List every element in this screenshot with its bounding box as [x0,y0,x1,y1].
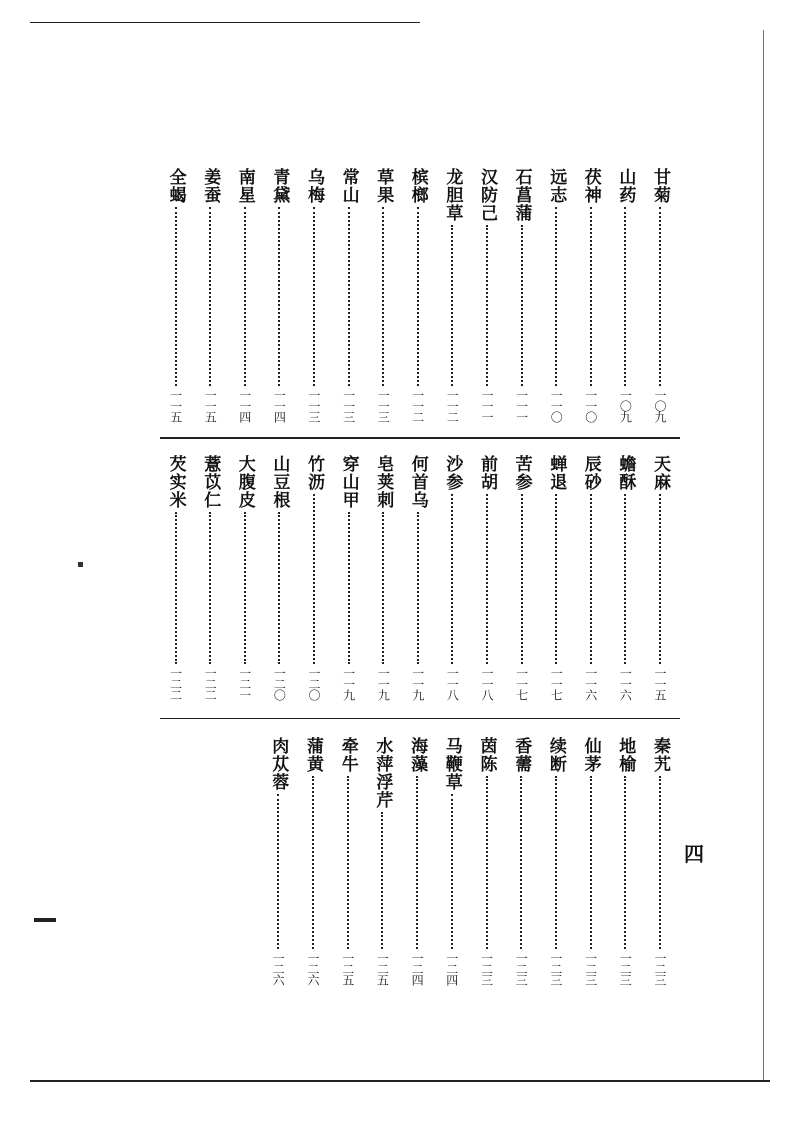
toc-entry [509,455,535,700]
entry-name: 何首乌 [407,455,428,509]
toc-entry [647,737,673,985]
entry-name: 竹沥 [304,455,324,491]
toc-entry [543,168,569,422]
toc-entry [578,168,604,422]
dot-leader [624,207,626,386]
dot-leader [590,207,592,386]
toc-entry [266,168,292,422]
entry-page-number: 一一五 [653,667,667,700]
toc-entry [300,737,326,985]
toc-entry [335,737,361,985]
entry-page-number: 一〇九 [653,389,667,422]
entry-page-number: 一一四 [237,389,252,422]
entry-name: 蒲黄 [303,737,323,773]
binding-mark [34,918,56,922]
dot-leader [451,794,453,949]
toc-entry [265,737,291,985]
entry-page-number: 一一三 [341,389,356,422]
entry-page-number: 一一八 [480,667,494,700]
entry-page-number: 一一六 [583,667,598,700]
entry-page-number: 一二四 [444,952,459,985]
toc-entry [474,168,500,422]
dot-leader [486,776,488,949]
entry-name: 常山 [338,168,359,204]
dot-leader [486,225,488,386]
entry-name: 大腹皮 [234,455,255,509]
dot-leader [416,776,418,949]
dot-leader [313,494,315,664]
page-number: 四 [684,842,704,866]
entry-name: 地榆 [615,737,636,773]
entry-name: 茯神 [580,168,601,204]
entry-name: 南星 [234,168,255,204]
dot-leader [277,794,279,949]
entry-page-number: 一二二 [168,667,183,700]
dot-leader [348,512,350,664]
entry-page-number: 一一三 [376,389,391,422]
entry-name: 辰砂 [580,455,601,491]
toc-entry [405,455,431,700]
toc-entry [370,455,396,700]
toc-entry [404,737,430,985]
entry-name: 香薷 [511,737,532,773]
toc-entry [508,737,534,985]
toc-entry [647,168,673,422]
entry-page-number: 一二二 [203,667,218,700]
entry-name: 仙茅 [580,737,601,773]
toc-entry [370,168,396,422]
entry-name: 蝉退 [546,455,567,491]
dot-leader [555,776,557,949]
dot-leader [555,207,557,386]
toc-entry [612,737,638,985]
toc-entry [197,455,223,700]
dot-leader [313,207,315,386]
entry-name: 苦参 [511,455,532,491]
entry-name: 草果 [373,168,394,204]
toc-entry [543,737,569,985]
right-border-line [763,30,764,1080]
entry-name: 沙参 [442,455,463,491]
toc-entry [405,168,431,422]
entry-name: 远志 [546,168,567,204]
entry-page-number: 一〇九 [618,389,633,422]
toc-entry [439,455,465,700]
toc-entry [232,168,258,422]
entry-name: 茵陈 [476,737,497,773]
entry-page-number: 一一二 [410,389,425,422]
toc-entry [474,737,500,985]
dot-leader [347,776,349,949]
entry-page-number: 一二三 [548,952,563,985]
toc-entry [612,455,638,700]
dot-leader [278,512,280,664]
entry-name: 薏苡仁 [200,455,221,509]
toc-entry [543,455,569,700]
entry-page-number: 一一八 [445,667,460,700]
entry-page-number: 一二〇 [272,667,287,700]
dot-leader [175,207,177,386]
toc-entry [336,168,362,422]
entry-page-number: 一二三 [653,952,667,985]
toc-entry [197,168,223,422]
entry-name: 甘菊 [650,168,670,204]
entry-name: 续断 [545,737,566,773]
entry-name: 肉苁蓉 [268,737,289,791]
entry-page-number: 一一〇 [549,389,564,422]
entry-page-number: 一一七 [514,667,529,700]
bottom-border-line [30,1080,770,1082]
entry-page-number: 一一四 [272,389,287,422]
dot-leader [451,494,453,664]
dot-leader [659,776,661,949]
dot-leader [659,494,661,664]
entry-name: 龙胆草 [442,168,463,222]
entry-page-number: 一二六 [271,952,286,985]
entry-name: 乌梅 [304,168,324,204]
entry-name: 皂荚刺 [373,455,394,509]
entry-name: 水萍浮芹 [372,737,393,809]
dot-leader [521,225,523,386]
toc-entry [336,455,362,700]
entry-page-number: 一一九 [341,667,356,700]
dot-leader [624,776,626,949]
entry-name: 前胡 [477,455,497,491]
toc-entry [163,168,189,422]
toc-entry [439,168,465,422]
entry-page-number: 一一六 [618,667,633,700]
toc-entry [369,737,395,985]
toc-entry [163,455,189,700]
dot-leader [382,512,384,664]
dot-leader [244,512,246,664]
dot-leader [209,207,211,386]
entry-page-number: 一二五 [375,952,390,985]
entry-page-number: 一一〇 [583,389,598,422]
toc-entry [647,455,673,700]
entry-name: 山药 [615,168,636,204]
entry-page-number: 一二三 [618,952,633,985]
entry-name: 蟾酥 [615,455,636,491]
dot-leader [624,494,626,664]
dot-leader [244,207,246,386]
toc-entry [266,455,292,700]
dot-leader [348,207,350,386]
entry-name: 牵牛 [337,737,358,773]
toc-entry [509,168,535,422]
dot-leader [312,776,314,949]
entry-page-number: 一二三 [479,952,494,985]
top-border-line [30,22,420,23]
entry-page-number: 一一七 [549,667,564,700]
entry-page-number: 一一九 [376,667,391,700]
entry-page-number: 一二三 [514,952,529,985]
entry-name: 汉防己 [477,168,497,222]
section-divider-2 [160,718,680,719]
entry-page-number: 一一一 [514,389,529,422]
entry-page-number: 一二〇 [307,667,321,700]
dot-leader [520,776,522,949]
dot-leader [417,207,419,386]
entry-page-number: 一二四 [410,952,425,985]
binding-mark [78,562,83,567]
entry-name: 海藻 [407,737,428,773]
entry-name: 槟榔 [407,168,428,204]
dot-leader [659,207,661,386]
entry-page-number: 一二一 [237,667,252,700]
toc-entry [232,455,258,700]
entry-page-number: 一一二 [445,389,460,422]
dot-leader [175,512,177,664]
entry-name: 姜蚕 [200,168,221,204]
entry-page-number: 一一三 [307,389,321,422]
entry-page-number: 一二三 [583,952,598,985]
entry-page-number: 一二六 [306,952,320,985]
entry-name: 秦艽 [650,737,670,773]
dot-leader [521,494,523,664]
toc-entry [439,737,465,985]
section-divider-1 [160,437,680,439]
entry-page-number: 一一五 [168,389,183,422]
entry-page-number: 一二五 [340,952,355,985]
toc-entry [301,455,327,700]
entry-name: 芡实米 [165,455,186,509]
entry-page-number: 一一九 [410,667,425,700]
dot-leader [382,207,384,386]
entry-name: 石菖蒲 [511,168,532,222]
entry-name: 山豆根 [269,455,290,509]
entry-name: 马鞭草 [441,737,462,791]
dot-leader [381,812,383,949]
toc-entry [474,455,500,700]
dot-leader [590,494,592,664]
toc-entry [301,168,327,422]
toc-entry [612,168,638,422]
entry-name: 天麻 [650,455,670,491]
dot-leader [417,512,419,664]
entry-name: 穿山甲 [338,455,359,509]
entry-page-number: 一一五 [203,389,218,422]
entry-page-number: 一一一 [480,389,494,422]
dot-leader [209,512,211,664]
toc-entry [578,737,604,985]
dot-leader [590,776,592,949]
entry-name: 全蝎 [165,168,186,204]
dot-leader [486,494,488,664]
dot-leader [555,494,557,664]
dot-leader [451,225,453,386]
dot-leader [278,207,280,386]
toc-entry [578,455,604,700]
entry-name: 青黛 [269,168,290,204]
